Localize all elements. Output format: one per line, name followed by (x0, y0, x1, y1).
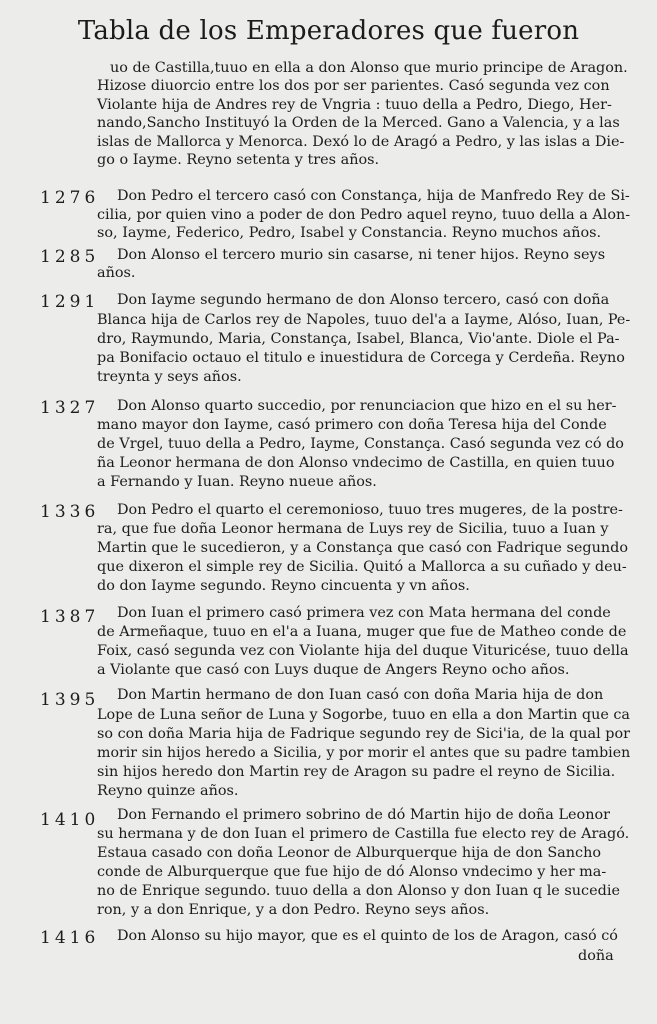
text-line: go o Iayme. Reyno setenta y tres años. (97, 152, 380, 168)
text-line: Don Alonso quarto succedio, por renunciacion que hizo en el su her- (117, 398, 617, 414)
text-line: Blanca hija de Carlos rey de Napoles, tuuo del'a a Iayme, Alóso, Iuan, Pe- (97, 312, 631, 328)
text-line: conde de Alburquerque que fue hijo de dó Alonso vndecimo y her ma- (97, 864, 607, 880)
text-line: Hizose diuorcio entre los dos por ser parientes. Casó segunda vez con (97, 78, 610, 94)
year-label: 1410 (40, 810, 100, 830)
year-label: 1327 (40, 398, 100, 418)
text-line: do don Iayme segundo. Reyno cincuenta y vn años. (97, 578, 470, 594)
text-line: años. (97, 265, 136, 281)
text-line: dro, Raymundo, Maria, Constança, Isabel, Blanca, Vio'ante. Diole el Pa- (97, 331, 620, 347)
text-line: Don Iuan el primero casó primera vez con Mata hermana del conde (117, 605, 611, 621)
text-line: no de Enrique segundo. tuuo della a don Alonso y don Iuan q le sucedie (97, 883, 620, 899)
text-line: que dixeron el simple rey de Sicilia. Quitó a Mallorca a su cuñado y deu- (97, 559, 627, 575)
text-line: Don Martin hermano de don Iuan casó con doña Maria hija de don (117, 687, 604, 703)
year-label: 1395 (40, 690, 100, 710)
year-label: 1336 (40, 502, 100, 522)
text-line: mano mayor don Iayme, casó primero con doña Teresa hija del Conde (97, 417, 607, 433)
text-line: cilia, por quien vino a poder de don Pedro aquel reyno, tuuo della a Alon- (97, 207, 631, 223)
year-label: 1291 (40, 292, 100, 312)
text-line: treynta y seys años. (97, 369, 242, 385)
text-line: Foix, casó segunda vez con Violante hija del duque Vituricése, tuuo della (97, 643, 629, 659)
text-line: Don Alonso el tercero murio sin casarse, ni tener hijos. Reyno seys (117, 247, 606, 263)
text-line: Don Fernando el primero sobrino de dó Martin hijo de doña Leonor (117, 807, 611, 823)
text-line: Estaua casado con doña Leonor de Alburquerque hija de don Sancho (97, 845, 602, 861)
text-line: Don Iayme segundo hermano de don Alonso tercero, casó con doña (117, 292, 610, 308)
text-line: uo de Castilla,tuuo en ella a don Alonso que murio principe de Aragon. (110, 60, 628, 76)
text-line: a Violante que casó con Luys duque de Angers Reyno ocho años. (97, 662, 570, 678)
text-line: morir sin hijos heredo a Sicilia, y por morir el antes que su padre tambien (97, 745, 631, 761)
text-line: nando,Sancho Instituyó la Orden de la Merced. Gano a Valencia, y a las (97, 115, 620, 131)
text-line: ña Leonor hermana de don Alonso vndecimo de Castilla, en quien tuuo (97, 455, 615, 471)
text-line: Violante hija de Andres rey de Vngria : tuuo della a Pedro, Diego, Her- (97, 97, 612, 113)
catchword: doña (578, 948, 614, 964)
text-line: Don Alonso su hijo mayor, que es el quinto de los de Aragon, casó có (117, 928, 618, 944)
text-line: a Fernando y Iuan. Reyno nueue años. (97, 474, 377, 490)
year-label: 1387 (40, 607, 100, 627)
text-line: su hermana y de don Iuan el primero de Castilla fue electo rey de Aragó. (97, 826, 630, 842)
text-line: Reyno quinze años. (97, 783, 239, 799)
text-line: ron, y a don Enrique, y a don Pedro. Reyno seys años. (97, 902, 490, 918)
text-line: so, Iayme, Federico, Pedro, Isabel y Constancia. Reyno muchos años. (97, 225, 602, 241)
year-label: 1416 (40, 928, 100, 948)
page-title: Tabla de los Emperadores que fueron (77, 16, 580, 46)
text-line: pa Bonifacio octauo el titulo e inuestidura de Corcega y Cerdeña. Reyno (97, 350, 625, 366)
text-line: islas de Mallorca y Menorca. Dexó lo de Aragó a Pedro, y las islas a Die- (97, 134, 625, 150)
text-line: de Armeñaque, tuuo en el'a a Iuana, muger que fue de Matheo conde de (97, 624, 627, 640)
text-line: de Vrgel, tuuo della a Pedro, Iayme, Constança. Casó segunda vez có do (97, 436, 624, 452)
text-line: Don Pedro el tercero casó con Constança, hija de Manfredo Rey de Si- (117, 188, 630, 204)
text-line: so con doña Maria hija de Fadrique segundo rey de Sici'ia, de la qual por (97, 726, 630, 742)
year-label: 1276 (40, 188, 100, 208)
text-line: Lope de Luna señor de Luna y Sogorbe, tuuo en ella a don Martin que ca (97, 707, 631, 723)
text-line: Don Pedro el quarto el ceremonioso, tuuo tres mugeres, de la postre- (117, 502, 623, 518)
text-line: ra, que fue doña Leonor hermana de Luys rey de Sicilia, tuuo a Iuan y (97, 521, 609, 537)
text-line: sin hijos heredo don Martin rey de Aragon su padre el reyno de Sicilia. (97, 764, 616, 780)
text-line: Martin que le sucedieron, y a Constança que casó con Fadrique segundo (97, 540, 629, 556)
year-label: 1285 (40, 247, 100, 267)
